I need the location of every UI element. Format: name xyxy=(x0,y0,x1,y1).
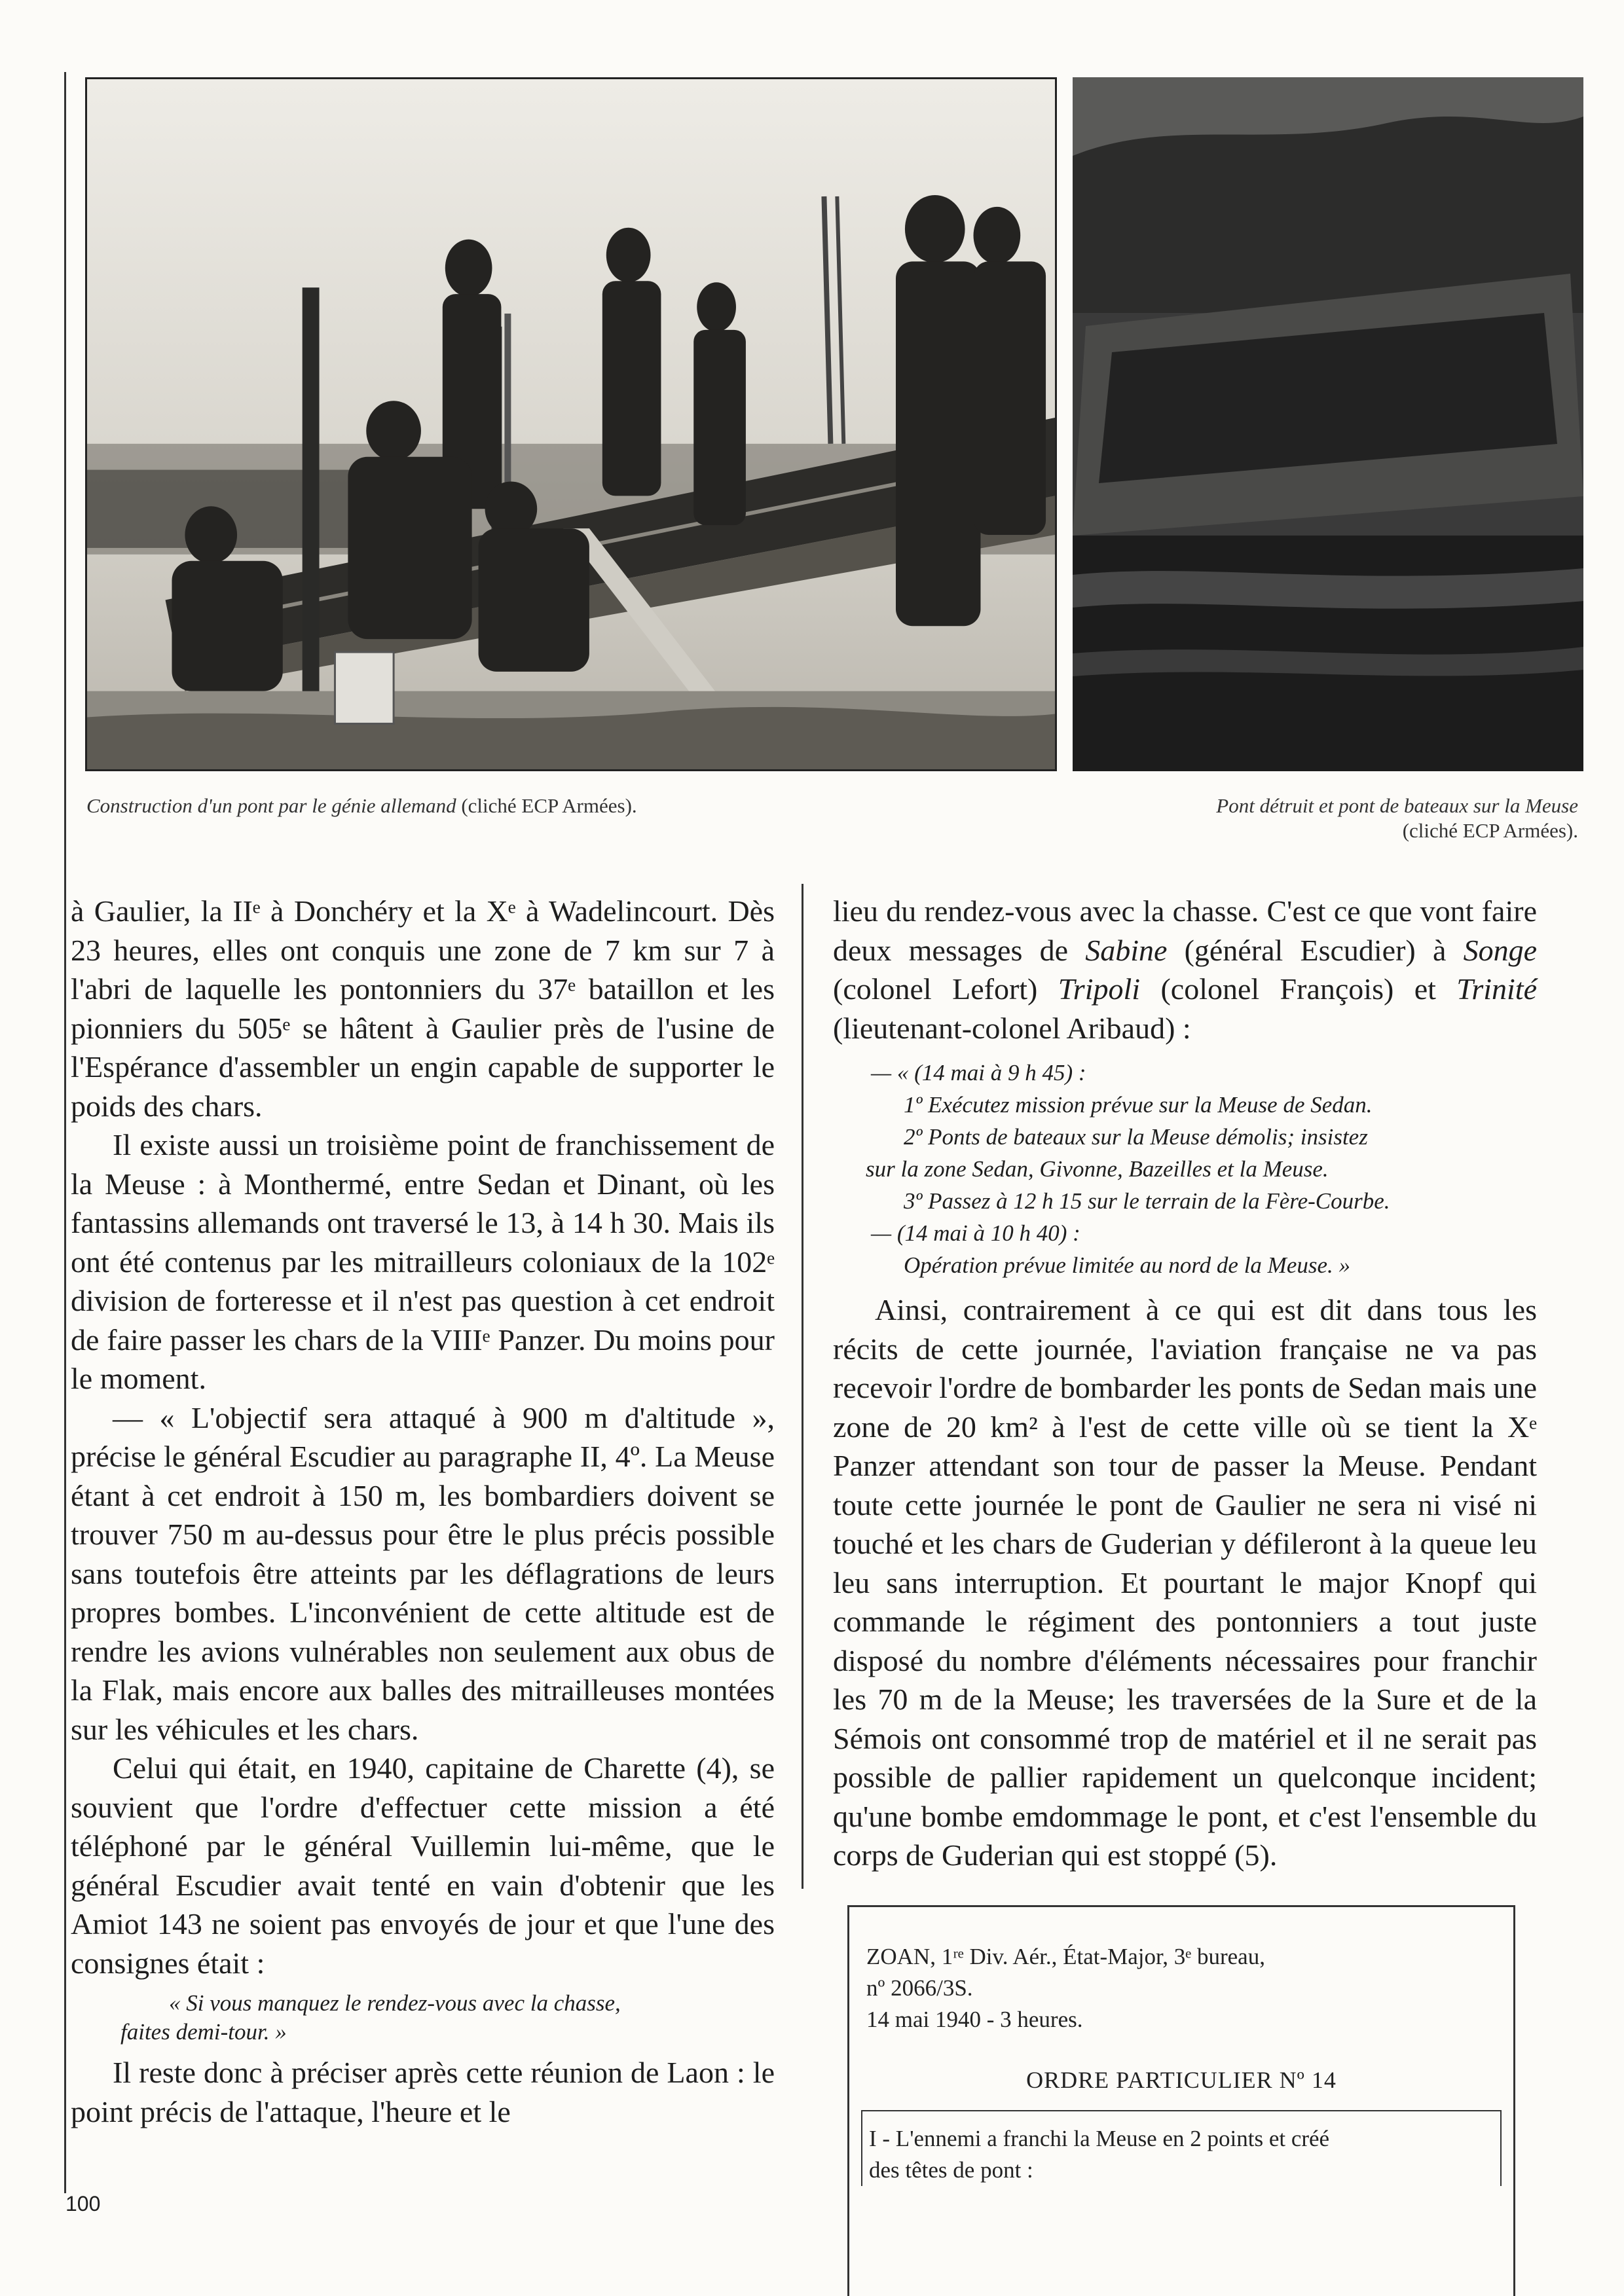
figure-caption-left xyxy=(86,793,872,818)
document-date: 14 mai 1940 - 3 heures. xyxy=(866,2007,1083,2032)
paragraph xyxy=(833,892,1537,1048)
codename: Tripoli xyxy=(1058,972,1141,1006)
caption-right-text: Pont détruit et pont de bateaux sur la Meuse xyxy=(1216,794,1578,817)
quote xyxy=(71,1989,775,2047)
photo-destroyed-bridge xyxy=(1073,77,1583,771)
caption-left-text: Construction d'un pont par le génie allemand xyxy=(86,794,456,817)
text-span: (colonel François) et xyxy=(1140,972,1457,1006)
column-divider xyxy=(802,884,803,1889)
text-span: (général Escudier) à xyxy=(1167,933,1464,967)
text-span: lieu du rendez-vous avec la chasse. C'est ce que vont faire deux messages de xyxy=(833,894,1537,967)
document-title: ORDRE PARTICULIER Nº 14 xyxy=(1026,2067,1337,2093)
photo-bridge-construction xyxy=(85,77,1057,771)
paragraph: Il reste donc à préciser après cette réunion de Laon : le point précis de l'attaque, l'heure et le xyxy=(71,2056,775,2128)
codename: Sabine xyxy=(1085,933,1168,967)
left-column xyxy=(71,892,775,2131)
caption-right-credit: (cliché ECP Armées). xyxy=(1402,819,1578,842)
paragraph: Il existe aussi un troisième point de franchissement de la Meuse : à Monthermé, entre Sedan et Dinant, où les fantassins allemands ont traversé le 13, à 14 h 30. Mais ils ont été contenus par les mitrailleurs coloniaux de la 102ᵉ division de forteresse et il n'est pas question à cet endroit de faire passer les chars de la VIIIᵉ Panzer. Du moins pour le moment. xyxy=(71,1128,775,1395)
document-line: I - L'ennemi a franchi la Meuse en 2 points et créé xyxy=(869,2126,1330,2151)
text-span: (lieutenant-colonel Aribaud) : xyxy=(833,1011,1191,1045)
text-span: (colonel Lefort) xyxy=(833,972,1058,1006)
message-line: — « (14 mai à 9 h 45) : xyxy=(871,1060,1086,1085)
caption-left-credit: (cliché ECP Armées). xyxy=(456,794,637,817)
photo-bridge-construction-image xyxy=(87,79,1055,769)
message-line: sur la zone Sedan, Givonne, Bazeilles et la Meuse. xyxy=(866,1156,1329,1182)
order-document-box xyxy=(847,1905,1515,2296)
document-header-line: ZOAN, 1ʳᵉ Div. Aér., État-Major, 3ᵉ bureau, xyxy=(866,1944,1265,1969)
message-line: — (14 mai à 10 h 40) : xyxy=(871,1220,1080,1246)
right-column xyxy=(833,892,1537,1875)
message-line: Opération prévue limitée au nord de la Meuse. » xyxy=(904,1252,1351,1278)
codename: Trinité xyxy=(1456,972,1537,1006)
message-line: 2º Ponts de bateaux sur la Meuse démolis; insistez xyxy=(904,1124,1368,1150)
quote-line: faites demi-tour. » xyxy=(120,2019,287,2045)
message-line: 1º Exécutez mission prévue sur la Meuse de Sedan. xyxy=(904,1092,1373,1118)
document-inner-box xyxy=(861,2110,1502,2186)
codename: Songe xyxy=(1463,933,1537,967)
paragraph: Celui qui était, en 1940, capitaine de Charette (4), se souvient que l'ordre d'effectuer cette mission a été téléphoné par le général Vuillemin lui-même, que le général Escudier avait tenté en vain d'obtenir que les Amiot 143 ne soient pas envoyés de jour et que l'une des consignes était : xyxy=(71,1751,775,1980)
paragraph: à Gaulier, la IIᵉ à Donchéry et la Xᵉ à Wadelincourt. Dès 23 heures, elles ont conquis une zone de 7 km sur 7 à l'abri de laquelle les pontonniers du 37ᵉ bataillon et les pionniers du 505ᵉ se hâtent à Gaulier près de l'usine de l'Espérance d'assembler un engin capable de supporter le poids des chars. xyxy=(71,894,775,1123)
page-number: 100 xyxy=(65,2192,101,2215)
figure-caption-right xyxy=(1054,793,1578,843)
margin-rule xyxy=(64,72,66,2193)
document-header-line: nº 2066/3S. xyxy=(866,1975,973,2001)
paragraph: — « L'objectif sera attaqué à 900 m d'altitude », précise le général Escudier au paragraphe II, 4º. La Meuse étant à cet endroit à 150 m, les bombardiers doivent se trouver 750 m au-dessus pour être le plus précis possible sans toutefois être atteints par les déflagrations de leurs propres bombes. L'inconvénient de cette altitude est de rendre les avions vulnérables non seulement aux obus de la Flak, mais encore aux balles des mitrailleuses montées sur les véhicules et les chars. xyxy=(71,1400,775,1746)
document-line: des têtes de pont : xyxy=(869,2157,1033,2183)
paragraph: Ainsi, contrairement à ce qui est dit dans tous les récits de cette journée, l'aviation française ne va pas recevoir l'ordre de bombarder les ponts de Sedan mais une zone de 20 km² à l'est de cette ville où se tient la Xᵉ Panzer attendant son tour de passer la Meuse. Pendant toute cette journée le pont de Gaulier ne sera ni visé ni touché et les chars de Guderian y défileront à la queue leu leu sans interruption. Et pourtant le major Knopf qui commande le régiment des pontonniers a tout juste disposé du nombre d'éléments nécessaires pour franchir les 70 m de la Meuse; les traversées de la Sure et de la Sémois ont consommé trop de matériel et il ne serait pas possible de pallier rapidement un quelconque incident; qu'une bombe emdommage le pont, et c'est l'ensemble du corps de Guderian qui est stoppé (5). xyxy=(833,1293,1537,1872)
message-line: 3º Passez à 12 h 15 sur le terrain de la Fère-Courbe. xyxy=(904,1188,1390,1214)
message-block xyxy=(833,1057,1537,1281)
quote-line: « Si vous manquez le rendez-vous avec la chasse, xyxy=(169,1990,621,2016)
photo-destroyed-bridge-image xyxy=(1073,77,1583,771)
